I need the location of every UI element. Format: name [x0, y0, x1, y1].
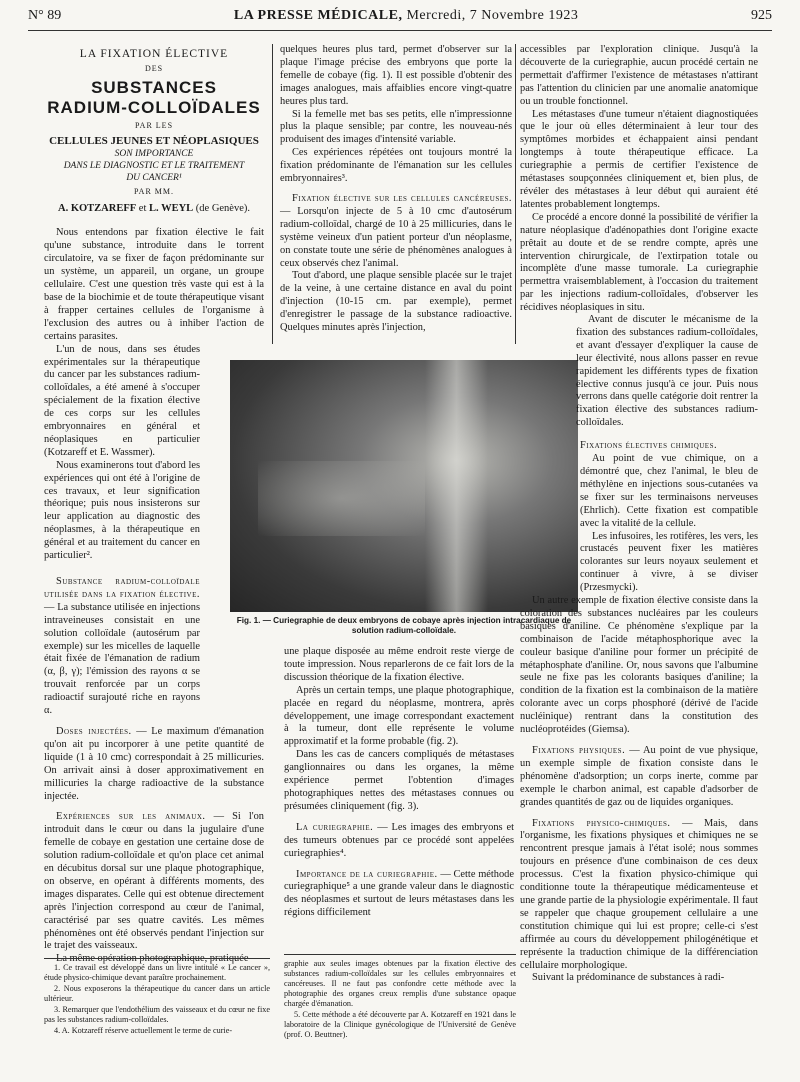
paragraph-text: — La substance utilisée en injections intraveineuses consistait en une solution colloïdale (autosérum par exemple) sur les micelles de laquelle était fixée de l'émanation de radium (α, β, γ); l'émission des rayons α se trouvait renforcée par un corps radioactif surajouté riche en rayons α. — [44, 601, 200, 717]
paragraph: quelques heures plus tard, permet d'observer sur la plaque l'image précise des embryons que porte la femelle de cobaye (fig. 1). Il est possible d'obtenir des images analogues, mais affaiblies encore vingt-quatre heures plus tard. — [280, 44, 512, 107]
paragraph: Les métastases d'une tumeur n'étaient diagnostiquées que le jour où elles déterminaient à leur tour des symptômes morbides et échappaient ainsi pendant longtemps à toute thérapeutique efficace. La curiegraphie a permis de certifier l'existence de métastases soupçonnées cliniquement et, bien plus, de révéler des métastases à leur début qui auraient été latentes probablement longtemps. — [520, 108, 758, 210]
paragraph — [520, 818, 758, 973]
column-middle — [280, 44, 512, 335]
section-heading: Fixations électives chimiques. — [580, 440, 718, 452]
page-header — [28, 8, 772, 31]
paragraph: Nous entendons par fixation élective le fait qu'une substance, introduite dans le torrent circulatoire, va se fixer de façon prédominante sur un système, un appareil, un organe, un groupe cellulaire. C'est une question très vaste qui est à la base de la biochimie et de toute thérapeutique visant à frapper certaines cellules de l'organisme à l'exclusion des autres ou à inhiber l'action de certains parasites. — [44, 227, 264, 342]
paragraph — [580, 440, 758, 453]
paragraph-text: — Cette méthode curiegraphique⁵ a une grande valeur dans le diagnostic des néoplasmes et surtout de leurs métastases dans les régions difficilement — [284, 868, 514, 919]
paragraph: Nous examinerons tout d'abord les expériences qui ont été à l'origine de ces travaux, et leur signification théorique; puis nous insisterons sur leur application au diagnostic des néoplasmes, à la thérapeutique en général et au traitement du cancer en particulier². — [44, 459, 200, 562]
paragraph-text: — Le maximum d'émanation qu'on ait pu incorporer à une petite quantité de liquide (1 à 10 cmc) correspondait à 25 millicuries. On arrivait ainsi à doser approximativement en millicuries la charge radioactive de la substance injectée. — [44, 725, 265, 802]
author-a: A. KOTZAREFF — [58, 202, 137, 214]
paragraph-text: — Lorsqu'on injecte de 5 à 10 cmc d'autosérum radium-colloïdal, chargé de 10 à 25 millicuries, dans le système veineux d'un patient porteur d'un néoplasme, on constate toute une série de phénomènes analogues à ceux observés chez l'animal. — [280, 205, 512, 269]
paragraph: Après un certain temps, une plaque photographique, placée en regard du néoplasme, montrera, après développement, une image correspondant exactement à la tumeur, dont elle représente le volume approximatif et la forme probable (fig. 2). — [284, 684, 514, 748]
section-heading: Fixation élective sur les cellules cancéreuses. — [292, 192, 512, 204]
title-line: DANS LE DIAGNOSTIC ET LE TRAITEMENT — [63, 160, 245, 171]
paragraph: L'un de nous, dans ses études expérimentales sur la thérapeutique du cancer par les substances radium-colloïdales, a été amené à s'occuper spécialement de la fixation élective de ces corps sur les cellules embryonnaires en général et néoplasiques en particulier (Kotzareff et E. Wassmer). — [44, 343, 200, 458]
paragraph — [44, 726, 264, 803]
column-right-lower — [520, 314, 758, 985]
paragraph: Ce procédé a encore donné la possibilité de vérifier la nature néoplasique d'adénopathies dont l'origine exacte prêtait au doute et de se rendre compte, après une intervention chirurgicale, de l'extirpation totale ou incomplète d'une masse tumorale. La curiegraphie permettra vraisemblablement, à l'occasion du traitement par les injections radium-colloïdales, d'observer les récidives néoplasiques in situ. — [520, 211, 758, 314]
paragraph: Les infusoires, les rotifères, les vers, les crustacés peuvent fixer les matières colorantes sur leurs noyaux seulement et continuer à vivre, à se diviser (Przesmycki). — [580, 530, 758, 594]
paragraph: La même opération photographique, pratiquée — [56, 953, 249, 965]
section-heading: Fixations physico-chimiques. — [532, 817, 671, 829]
figure-embryo-shadow — [258, 461, 425, 537]
footnote: 1. Ce travail est développé dans un livre intitulé « Le cancer », étude physico-chimique devant paraître prochainement. — [44, 963, 270, 982]
title-line: RADIUM-COLLOÏDALES — [47, 97, 261, 117]
paragraph — [284, 869, 514, 921]
journal-name: LA PRESSE MÉDICALE, — [233, 8, 403, 23]
column-middle-lower — [284, 646, 514, 920]
column-rule — [515, 44, 516, 344]
paragraph: Avant de discuter le mécanisme de la fixation des substances radium-colloïdales, et avant d'essayer d'expliquer la cause de leur électivité, nous allons passer en revue rapidement les différents types de fixation élective connus jusqu'à ce jour. Puis nous verrons dans quelle catégorie doit rentrer la fixation élective des substances radium-colloïdales. — [576, 314, 758, 429]
paragraph-text: — Les images des embryons et des tumeurs obtenues par ce procédé sont appelées curiegraphies⁴. — [284, 821, 514, 859]
issue-date: Mercredi, 7 Novembre 1923 — [406, 8, 579, 23]
section-heading: Substance radium-colloïdale utilisée dans la fixation élective. — [44, 576, 200, 600]
title-line: SON IMPORTANCE — [114, 148, 194, 159]
title-line: CELLULES JEUNES ET NÉOPLASIQUES — [49, 134, 259, 147]
article-title — [44, 48, 264, 215]
footnote: graphie aux seules images obtenues par la fixation élective des substances radium-colloïdales sur les cellules embryonnaires et cancéreuses. Il ne faut pas confondre cette méthode avec la photographie des organes creux remplis d'une substance opaque chargée d'émanation. — [284, 959, 516, 1008]
paragraph: Tout d'abord, une plaque sensible placée sur le trajet de la veine, à une certaine distance en aval du point d'injection (10-15 cm. par exemple), permet d'enregistrer le passage de la substance radioactive. Quelques minutes après l'injection, — [280, 270, 512, 334]
title-line: SUBSTANCES — [91, 77, 217, 97]
paragraph-text: — Mais, dans l'organisme, les fixations physiques et chimiques ne se rencontrent presque jamais à l'état isolé; nous sommes toujours en présence d'une combinaison de ces deux processus. C'est la fixation physico-chimique qui conditionne toute la thérapeutique médicamenteuse et une grande partie de la physiologie expérimentale. Il faut se rappeler que chaque groupement cellulaire a une constitution chimique qui lui est propre; celle-ci s'est affirmée au cours du développement philogénétique et représente la traduction chimique de la différenciation cellulaire morphologique. — [520, 817, 758, 971]
paragraph: Suivant la prédominance de substances à radi- — [532, 972, 725, 984]
title-par: PAR MM. — [133, 186, 175, 196]
column-right — [520, 44, 758, 315]
column-rule — [272, 44, 273, 344]
paragraph: Au point de vue chimique, on a démontré que, chez l'animal, le bleu de méthylène en injections sous-cutanées va se fixer sur les terminaisons nerveuses (Ehrlich). Cette fixation est compatible avec la vitalité de la cellule. — [580, 453, 758, 529]
paragraph: Ces expériences répétées ont toujours montré la fixation prédominante de l'émanation sur les cellules embryonnaires³. — [280, 147, 512, 185]
section-heading: La curiegraphie. — [296, 821, 374, 833]
footnotes-left — [44, 958, 270, 1037]
paragraph-text: — Au point de vue physique, un exemple simple de fixation consiste dans le phénomène d'adsorption; un corps inerte, comme par exemple le charbon animal, est capable d'adsorber de grandes quantités de gaz ou de liquides organiques. — [520, 745, 758, 808]
title-line: DU CANCER¹ — [126, 172, 182, 183]
title-line: DES — [144, 63, 164, 73]
paragraph-text: — Si l'on introduit dans le cœur ou dans la jugulaire d'une femelle de cobaye en gestation une certaine dose de solution radium-colloïdale et qu'on place cet animal en décubitus dorsal sur une plaque photographique, on observe, en opérant à différents moments, des images disparates. Celle qui est obtenue directement après l'injection correspond au cœur de l'animal, caractérisé par ses quatre cavités. Les mêmes phénomènes ont été observés pendant l'injection sur le trajet des vaisseaux. — [44, 811, 264, 952]
figure-caption: Fig. 1. — Curiegraphie de deux embryons de cobaye après injection intracardiaque de solution radium-colloïdale. — [236, 616, 572, 635]
section-heading: Importance de la curiegraphie. — [296, 868, 438, 880]
footnote: 5. Cette méthode a été découverte par A. Kotzareff en 1921 dans le laboratoire de la Clinique gynécologique de l'Université de Genève (prof. O. Beuttner). — [284, 1010, 516, 1039]
author-affiliation: (de Genève). — [193, 202, 250, 214]
paragraph — [284, 822, 514, 861]
section-heading: Expériences sur les animaux. — [56, 811, 206, 823]
figure-embryo-band — [425, 360, 488, 612]
paragraph: Un autre exemple de fixation élective consiste dans la coloration des substances nucléaires par les couleurs basiques d'aniline. Ce phénomène s'explique par la combinaison de l'acide métaphosphorique avec la couleur basique d'aniline pour former un précipité de métaphosphate d'aniline. Or, nous savons que l'albumine seule ne fixe pas les colorants basiques d'aniline; la condition de la fixation est la combinaison de la matière colorante avec un corps phosphoré (dérivé de l'acide nucléinique) rentrant dans la constitution des nucléoprotéides (Giemsa). — [520, 595, 758, 736]
authors — [44, 203, 264, 216]
issue-number: N° 89 — [28, 8, 62, 23]
author-b: L. WEYL — [149, 202, 194, 214]
author-sep: et — [136, 202, 149, 214]
paragraph — [44, 811, 264, 953]
paragraph: Dans les cas de cancers compliqués de métastases ganglionnaires ou dans les organes, la même expérience permet l'obtention d'images photographiques nettes des métastases connues ou présumées cliniquement (fig. 3). — [284, 749, 514, 812]
paragraph: une plaque disposée au même endroit reste vierge de toute impression. Nous reparlerons de ce fait lors de la discussion théorique de la fixation élective. — [284, 646, 514, 683]
paragraph: accessibles par l'exploration clinique. Jusqu'à la découverte de la curiegraphie, aucun procédé certain ne permettait d'affirmer l'existence de métastases n'attirant pas l'attention du clinicien par une anomalie anatomique ou un trouble fonctionnel. — [520, 44, 758, 107]
paragraph — [280, 193, 512, 270]
paragraph: Si la femelle met bas ses petits, elle n'impressionne plus la plaque sensible; par contre, les nouveau-nés produisent des images d'intensité variable. — [280, 108, 512, 146]
footnotes-right — [284, 954, 516, 1041]
section-heading: Doses injectées. — [56, 725, 132, 737]
footnote: 3. Remarquer que l'endothélium des vaisseaux et du cœur ne fixe pas les substances radium-colloïdales. — [44, 1005, 270, 1024]
section-heading: Fixations physiques. — [532, 745, 626, 756]
title-line: PAR LES — [134, 120, 174, 130]
journal-title — [234, 8, 579, 24]
paragraph — [520, 745, 758, 810]
title-line: LA FIXATION ÉLECTIVE — [79, 48, 229, 60]
paragraph — [44, 576, 200, 718]
footnote: 4. A. Kotzareff réserve actuellement le terme de curie- — [54, 1026, 233, 1035]
page-number: 925 — [751, 8, 772, 23]
footnote: 2. Nous exposerons la thérapeutique du cancer dans un article ultérieur. — [44, 984, 270, 1003]
